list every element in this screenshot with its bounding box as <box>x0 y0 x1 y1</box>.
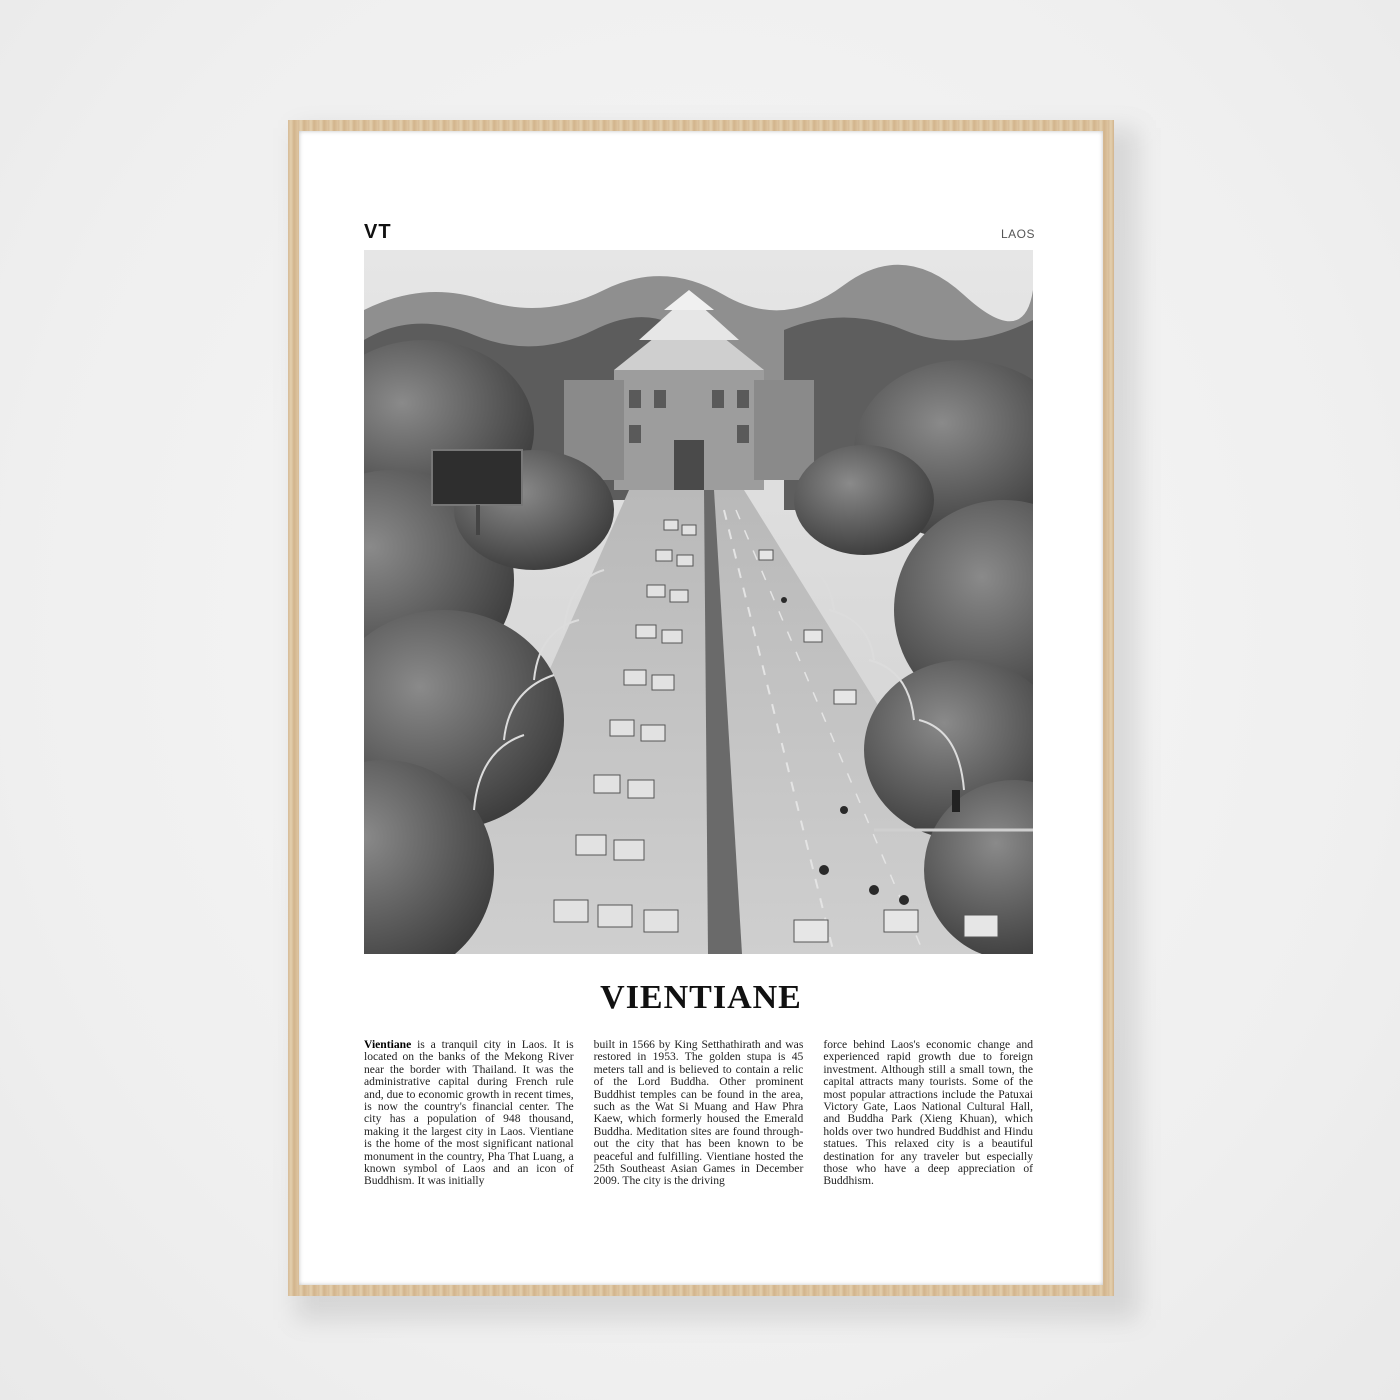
street-scene-image <box>364 250 1033 954</box>
lead-word: Vientiane <box>364 1038 412 1051</box>
city-title: VIENTIANE <box>600 979 802 1016</box>
description-column-1 <box>364 1039 574 1199</box>
description-column-3: force behind Laos's economic change and experienced rapid growth due to foreign investment. Although still a small town, the capital attracts many tourists. Some of the most popular attractions include the Patuxai Victory Gate, Laos National Cultural Hall, and Buddha Park (Xieng Khuan), which holds over two hundred Buddhist and Hindu statues. This relaxed city is a beautiful destination for any traveler but especially those who have a deep appreciation of Buddhism. <box>823 1038 1033 1188</box>
city-monogram: VT <box>364 221 392 243</box>
wooden-frame <box>288 120 1114 1296</box>
column-1-text: is a tranquil city in Laos. It is located on the banks of the Mekong River near the border with Thailand. It was the administrative capital during French rule and, due to economic growth in recent times, is now the country's financial center. The city has a population of 948 thousand, making it the largest city in Laos. Vientiane is the home of the most significant national monument in the country, Pha That Luang, a known symbol of Laos and an icon of Buddhism. It was initially <box>364 1038 574 1188</box>
description-column-2: built in 1566 by King Setthathirath and was restored in 1953. The golden stupa is 45 meters tall and is believed to contain a relic of the Lord Buddha. Other prominent Buddhist temples can be found in the area, such as the Wat Si Muang and Haw Phra Kaew, which formerly housed the Emerald Buddha. Meditation sites are found through-out the city that has been known to be peaceful and fulfilling. Vientiane hosted the 25th Southeast Asian Games in December 2009. The city is the driving <box>593 1038 804 1188</box>
city-photo <box>364 250 1033 954</box>
poster-mat <box>299 131 1103 1285</box>
country-label: LAOS <box>1000 227 1035 241</box>
description-columns <box>364 1039 1033 1199</box>
